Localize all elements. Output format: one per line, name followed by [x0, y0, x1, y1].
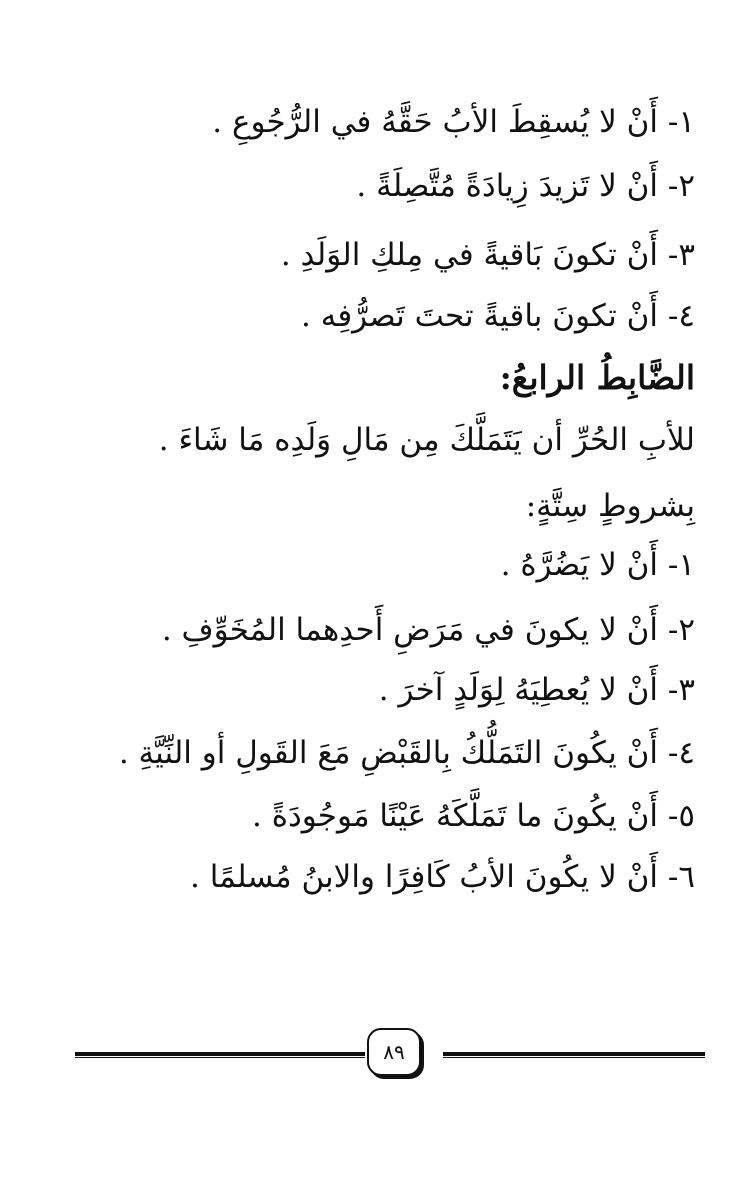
- list-item-return-right: ١- أَنْ لا يُسقِطَ الأبُ حَقَّهُ في الرُّجُوعِ .: [212, 104, 695, 140]
- condition-item-4: ٤- أَنْ يكُونَ التَمَلُّكُ بِالقَبْضِ مَعَ القَولِ أو النِّيَّةِ .: [118, 735, 695, 771]
- rule-statement: للأبِ الحُرِّ أن يَتَمَلَّكَ مِن مَالِ وَلَدِه مَا شَاءَ .: [158, 422, 695, 458]
- condition-item-2: ٢- أَنْ لا يكونَ في مَرَضِ أَحدِهما المُخَوِّفِ .: [161, 612, 695, 648]
- list-item-no-increase: ٢- أَنْ لا تَزيدَ زِيادَةً مُتَّصِلَةً .: [356, 168, 695, 204]
- footer-rule-left: [75, 1052, 365, 1058]
- footer-rule-right: [443, 1052, 705, 1058]
- page-number-badge: [367, 1028, 421, 1076]
- list-item-under-control: ٤- أَنْ تكونَ باقيةً تحتَ تَصرُّفِه .: [300, 298, 695, 334]
- page-footer: [75, 1020, 705, 1080]
- condition-item-6: ٦- أَنْ لا يكُونَ الأبُ كَافِرًا والابنُ مُسلمًا .: [190, 859, 695, 895]
- page-number: ٨٩: [383, 1040, 405, 1064]
- condition-item-1: ١- أَنْ لا يَضُرَّهُ .: [500, 547, 695, 583]
- conditions-intro: بِشروطٍ سِتَّةٍ:: [525, 488, 695, 524]
- section-heading: الضَّابِطُ الرابعُ:: [499, 358, 695, 397]
- condition-item-5: ٥- أَنْ يكُونَ ما تَمَلَّكَهُ عَيْنًا مَوجُودَةً .: [252, 798, 695, 834]
- condition-item-3: ٣- أَنْ لا يُعطِيَهُ لِوَلَدٍ آخرَ .: [378, 672, 695, 708]
- list-item-remains-owned: ٣- أَنْ تكونَ بَاقيةً في مِلكِ الوَلَدِ .: [280, 237, 695, 273]
